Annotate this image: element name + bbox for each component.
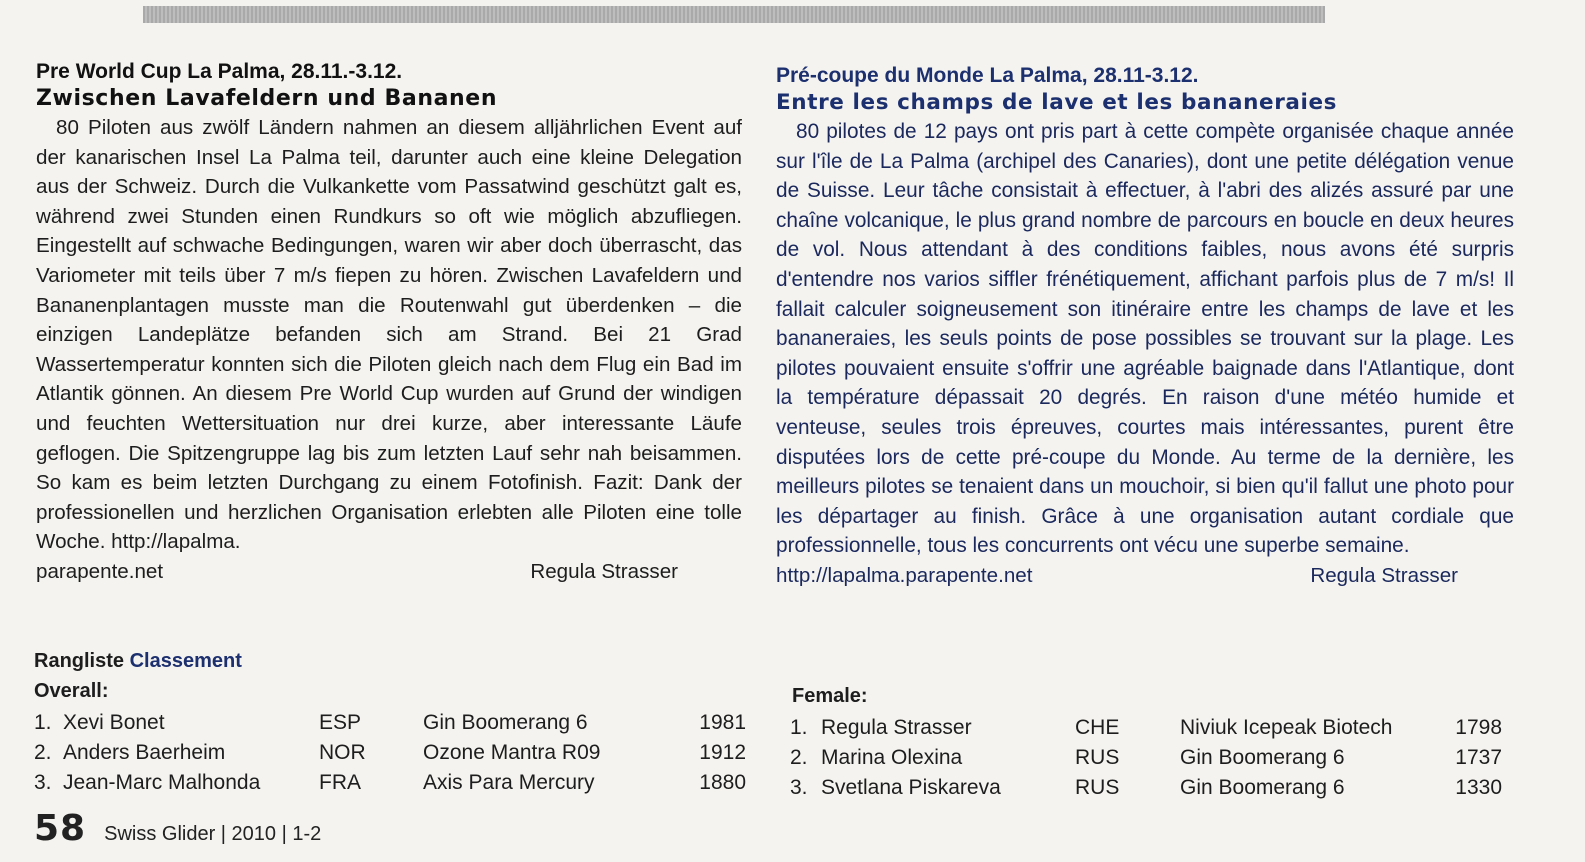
glider-cell: Axis Para Mercury <box>423 771 595 794</box>
nation-cell: NOR <box>319 741 366 764</box>
publication-info: Swiss Glider | 2010 | 1-2 <box>104 823 322 845</box>
article-body-fr: 80 pilotes de 12 pays ont pris part à cette compète organisée chaque année sur l'île de La Palma (archipel des Canaries), dont une petite délégation venue de Suisse. Leur tâche consistait à effectuer, à l'abri des alizés assuré par une chaîne volcanique, le plus grand nombre de parcours en boucle en deux heures de vol. Nous attendant à des conditions faibles, nous avons été surpris d'entendre nos varios siffler frénétiquement, affichant parfois plus de 7 m/s! Il fallait calculer soigneusement son itinéraire entre les champs de lave et les bananeraies, les seuls points de pose possibles se trouvant sur la plage. Les pilotes pouvaient ensuite s'offrir une agréable baignade dans l'Atlantique, dont la température dépassait 20 degrés. En raison d'une météo humide et venteuse, seules trois épreuves, courtes mais intéressantes, purent être disputées lors de cette pré-coupe du Monde. Au terme de la dernière, les meilleurs pilotes se tenaient dans un mouchoir, si bien qu'il fallut une photo pour les départager au finish. Grâce à une organisation autant cordiale que professionnelle, tous les concurrents ont vécu une superbe semaine. <box>776 120 1514 558</box>
table-row <box>34 768 746 798</box>
page-number: 58 <box>34 808 87 849</box>
results-title-de: Rangliste <box>34 650 125 672</box>
female-results-table <box>790 713 1502 803</box>
pilot-name-cell: Regula Strasser <box>821 716 972 739</box>
pilot-name-cell: Jean-Marc Malhonda <box>63 771 261 794</box>
article-german <box>36 58 742 587</box>
table-row <box>790 743 1502 773</box>
pilot-name-cell: Svetlana Piskareva <box>821 776 1001 799</box>
rank-cell: 3. <box>34 771 52 794</box>
points-cell: 1330 <box>1455 776 1502 799</box>
event-title-fr: Pré-coupe du Monde La Palma, 28.11-3.12. <box>776 64 1199 87</box>
event-title-de: Pre World Cup La Palma, 28.11.-3.12. <box>36 60 403 83</box>
rank-cell: 3. <box>790 776 808 799</box>
article-body-de: 80 Piloten aus zwölf Ländern nahmen an diesem alljährlichen Event auf der kanarischen Insel La Palma teil, darunter auch eine kleine Delegation aus der Schweiz. Durch die Vulkankette vom Passatwind geschützt galt es, während zwei Stunden einen Rundkurs so oft wie möglich abzufliegen. Eingestellt auf schwache Bedingungen, waren wir aber doch überrascht, das Variometer mit teils über 7 m/s fiepen zu hören. Zwischen Lavafeldern und Bananenplantagen musste man die Routenwahl gut überdenken – die einzigen Landeplätze befanden sich am Strand. Bei 21 Grad Wassertemperatur konnten sich die Piloten gleich nach dem Flug ein Bad im Atlantik gönnen. An diesem Pre World Cup wurden auf Grund der windigen und feuchten Wettersituation nur drei kurze, aber interessante Läufe geflogen. Die Spitzengruppe lag bis zum letzten Lauf sehr nah beisammen. So kam es beim letzten Durchgang zu einem Fotofinish. Fazit: Dank der professionellen und herzlichen Organisation erlebten alle Piloten eine tolle Woche. http://lapalma. <box>36 116 742 554</box>
points-cell: 1981 <box>699 711 746 734</box>
nation-cell: CHE <box>1075 716 1120 739</box>
rank-cell: 2. <box>790 746 808 769</box>
points-cell: 1912 <box>699 741 746 764</box>
nation-cell: RUS <box>1075 776 1120 799</box>
headline-de: Zwischen Lavafeldern und Bananen <box>36 86 498 111</box>
pilot-name-cell: Anders Baerheim <box>63 741 226 764</box>
article-url-de[interactable]: parapente.net <box>36 559 164 583</box>
rank-cell: 1. <box>790 716 808 739</box>
author-fr: Regula Strasser <box>1310 563 1458 587</box>
nation-cell: ESP <box>319 711 362 734</box>
results-title <box>34 650 242 673</box>
table-row <box>34 738 746 768</box>
glider-cell: Gin Boomerang 6 <box>1180 776 1345 799</box>
glider-cell: Gin Boomerang 6 <box>1180 746 1345 769</box>
page-footer <box>34 808 321 849</box>
nation-cell: RUS <box>1075 746 1120 769</box>
article-url-fr[interactable]: http://lapalma.parapente.net <box>776 563 1033 587</box>
points-cell: 1880 <box>699 771 746 794</box>
nation-cell: FRA <box>319 771 361 794</box>
female-label: Female: <box>792 685 868 707</box>
glider-cell: Ozone Mantra R09 <box>423 741 601 764</box>
table-row <box>790 773 1502 803</box>
points-cell: 1737 <box>1455 746 1502 769</box>
glider-cell: Niviuk Icepeak Biotech <box>1180 716 1393 739</box>
byline-fr <box>776 561 1514 591</box>
table-row <box>34 708 746 738</box>
article-french <box>776 62 1514 591</box>
results-title-fr: Classement <box>129 650 242 672</box>
rank-cell: 2. <box>34 741 52 764</box>
overall-results-table <box>34 708 746 798</box>
glider-cell: Gin Boomerang 6 <box>423 711 588 734</box>
points-cell: 1798 <box>1455 716 1502 739</box>
byline-de <box>36 557 742 587</box>
overall-label: Overall: <box>34 680 109 702</box>
pilot-name-cell: Xevi Bonet <box>63 711 165 734</box>
headline-fr: Entre les champs de lave et les bananeraies <box>776 90 1338 115</box>
table-row <box>790 713 1502 743</box>
rank-cell: 1. <box>34 711 52 734</box>
pilot-name-cell: Marina Olexina <box>821 746 963 769</box>
header-decorative-bar <box>143 6 1325 23</box>
author-de: Regula Strasser <box>530 559 678 583</box>
